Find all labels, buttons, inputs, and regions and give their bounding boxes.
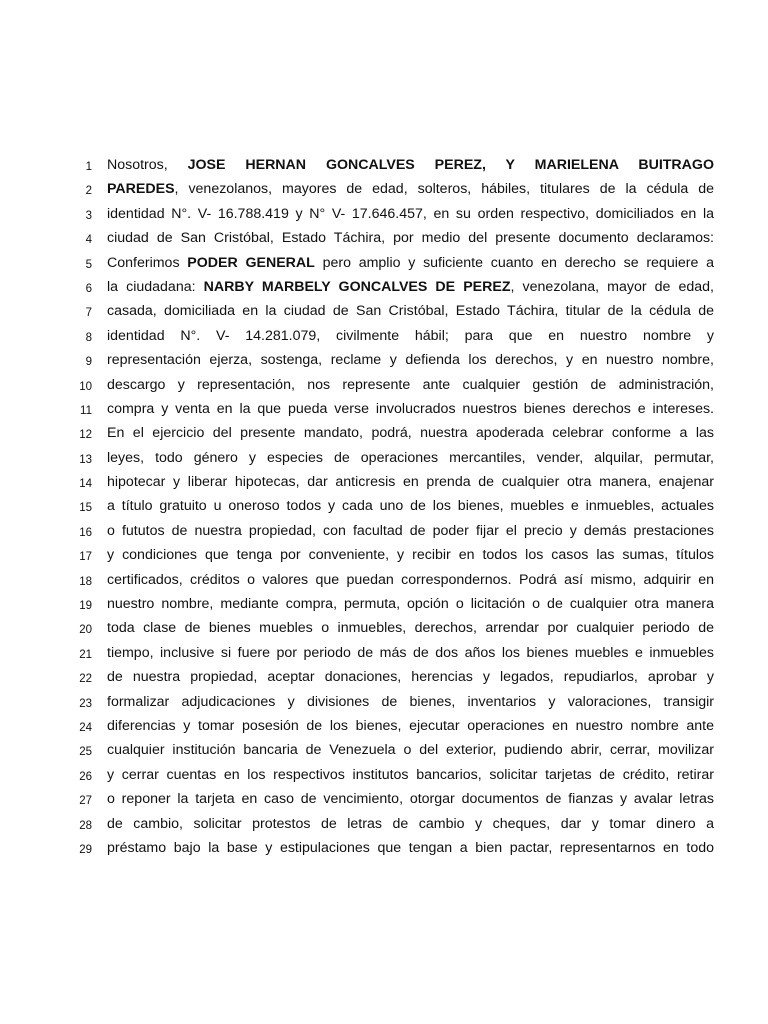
line-number: 11 (80, 404, 92, 417)
line-number: 15 (79, 502, 92, 515)
document-line (0, 252, 768, 276)
text-segment: Conferimos (107, 254, 188, 271)
line-number: 23 (79, 697, 92, 710)
document-line (0, 178, 768, 202)
document-line (0, 520, 768, 544)
line-text (107, 349, 714, 371)
text-segment: certificados, créditos o valores que puedan correspondernos. Podrá así mismo, adquirir en (107, 571, 714, 588)
bold-text: PAREDES (107, 181, 175, 198)
text-segment: o fututos de nuestra propiedad, con facultad de poder fijar el precio y demás prestaciones (107, 522, 714, 539)
line-text (107, 788, 714, 810)
text-segment: formalizar adjudicaciones y divisiones de bienes, inventarios y valoraciones, transigir (107, 693, 714, 710)
line-number: 22 (79, 673, 92, 686)
line-text (107, 520, 714, 542)
document-line (0, 544, 768, 568)
document-line (0, 203, 768, 227)
document-line (0, 715, 768, 739)
line-number: 20 (79, 624, 92, 637)
line-number: 17 (79, 551, 92, 564)
document-line (0, 739, 768, 763)
text-segment: descargo y representación, nos represente ante cualquier gestión de administración, (107, 376, 714, 393)
line-number: 12 (79, 429, 92, 442)
line-text (107, 569, 714, 591)
line-text (107, 764, 714, 786)
line-number: 8 (85, 331, 92, 344)
line-text (107, 642, 714, 664)
line-text (107, 715, 714, 737)
line-text (107, 544, 714, 566)
line-number: 16 (79, 526, 92, 539)
line-number: 29 (79, 843, 92, 856)
document-line (0, 447, 768, 471)
line-text (107, 178, 714, 200)
text-segment: de cambio, solicitar protestos de letras de cambio y cheques, dar y tomar dinero a (107, 815, 714, 832)
text-segment: y cerrar cuentas en los respectivos institutos bancarios, solicitar tarjetas de crédito, retirar (107, 766, 714, 783)
document-line (0, 593, 768, 617)
line-number: 24 (79, 721, 92, 734)
document-line (0, 666, 768, 690)
text-segment: identidad N°. V- 14.281.079, civilmente hábil; para que en nuestro nombre y (107, 327, 714, 344)
text-segment: la ciudadana: (107, 278, 204, 295)
text-segment: casada, domiciliada en la ciudad de San Cristóbal, Estado Táchira, titular de la cédula de (107, 303, 714, 320)
document-line (0, 349, 768, 373)
document-line (0, 617, 768, 641)
line-text (107, 374, 714, 396)
text-segment: hipotecar y liberar hipotecas, dar anticresis en prenda de cualquier otra manera, enajenar (107, 474, 714, 491)
text-segment: nuestro nombre, mediante compra, permuta, opción o licitación o de cualquier otra manera (107, 596, 714, 613)
line-text (107, 227, 714, 249)
line-text (107, 471, 714, 493)
text-segment: tiempo, inclusive si fuere por periodo de más de dos años los bienes muebles e inmuebles (107, 644, 714, 661)
document-line (0, 325, 768, 349)
line-number: 27 (79, 795, 92, 808)
line-text (107, 691, 714, 713)
document-line (0, 422, 768, 446)
document-line (0, 813, 768, 837)
line-text (107, 593, 714, 615)
line-text (107, 617, 714, 639)
text-segment: , venezolanos, mayores de edad, solteros, hábiles, titulares de la cédula de (174, 181, 714, 198)
line-number: 4 (85, 234, 92, 247)
line-number: 5 (85, 258, 92, 271)
line-text (107, 837, 714, 859)
text-segment: representación ejerza, sostenga, reclame y defienda los derechos, y en nuestro nombre, (107, 352, 714, 369)
document-line (0, 374, 768, 398)
text-segment: y condiciones que tenga por conveniente, y recibir en todos los casos las sumas, títulos (107, 547, 714, 564)
line-number: 25 (79, 746, 92, 759)
text-segment: o reponer la tarjeta en caso de vencimiento, otorgar documentos de fianzas y avalar letras (107, 791, 714, 808)
line-number: 2 (85, 185, 92, 198)
text-segment: pero amplio y suficiente cuanto en derecho se requiere a (314, 254, 714, 271)
line-text (107, 398, 714, 420)
text-segment: identidad N°. V- 16.788.419 y N° V- 17.646.457, en su orden respectivo, domiciliados en la (107, 205, 714, 222)
text-segment: , venezolana, mayor de edad, (510, 278, 714, 295)
line-number: 14 (79, 478, 92, 491)
line-text (107, 325, 714, 347)
line-number: 18 (79, 575, 92, 588)
text-segment: de nuestra propiedad, aceptar donaciones, herencias y legados, repudiarlos, aprobar y (107, 669, 714, 686)
document-line (0, 495, 768, 519)
document-line (0, 276, 768, 300)
line-number: 1 (85, 161, 92, 173)
line-number: 28 (79, 819, 92, 832)
text-segment: préstamo bajo la base y estipulaciones que tengan a bien pactar, representarnos en todo (107, 839, 714, 856)
bold-text: PODER GENERAL (187, 254, 315, 271)
document-body (0, 154, 768, 861)
text-segment: leyes, todo género y especies de operaciones mercantiles, vender, alquilar, permutar, (107, 449, 714, 466)
text-segment: compra y venta en la que pueda verse involucrados nuestros bienes derechos e intereses. (107, 400, 714, 417)
document-line (0, 569, 768, 593)
line-text (107, 276, 714, 298)
line-text (107, 252, 714, 274)
document-line (0, 764, 768, 788)
bold-text: JOSE HERNAN GONCALVES PEREZ, Y MARIELENA BUITRAGO (187, 157, 714, 173)
line-number: 10 (79, 380, 92, 393)
line-number: 6 (85, 282, 92, 295)
document-line (0, 471, 768, 495)
line-number: 7 (85, 307, 92, 320)
line-text (107, 300, 714, 322)
text-segment: a título gratuito u oneroso todos y cada uno de los bienes, muebles e inmuebles, actuales (107, 498, 714, 515)
bold-text: NARBY MARBELY GONCALVES DE PEREZ (203, 278, 511, 295)
line-text (107, 495, 714, 517)
document-line (0, 788, 768, 812)
text-segment: En el ejercicio del presente mandato, podrá, nuestra apoderada celebrar conforme a las (107, 425, 714, 442)
document-line (0, 300, 768, 324)
document-line (0, 154, 768, 178)
line-number: 21 (79, 648, 92, 661)
document-line (0, 398, 768, 422)
document-line (0, 837, 768, 861)
document-line (0, 227, 768, 251)
line-text (107, 447, 714, 469)
line-number: 3 (85, 209, 92, 222)
line-text (107, 739, 714, 761)
line-text (107, 666, 714, 688)
document-line (0, 691, 768, 715)
line-text (107, 154, 714, 176)
text-segment: diferencias y tomar posesión de los bienes, ejecutar operaciones en nuestro nombre ante (107, 717, 714, 734)
text-segment: ciudad de San Cristóbal, Estado Táchira, por medio del presente documento declaramos: (107, 230, 714, 247)
line-number: 9 (85, 356, 92, 369)
line-number: 26 (79, 770, 92, 783)
text-segment: Nosotros, (107, 157, 188, 173)
text-segment: toda clase de bienes muebles o inmuebles, derechos, arrendar por cualquier periodo de (107, 620, 714, 637)
document-line (0, 642, 768, 666)
line-text (107, 813, 714, 835)
line-number: 13 (79, 453, 92, 466)
line-text (107, 203, 714, 225)
line-number: 19 (79, 600, 92, 613)
text-segment: cualquier institución bancaria de Venezuela o del exterior, pudiendo abrir, cerrar, movilizar (107, 742, 714, 759)
line-text (107, 422, 714, 444)
